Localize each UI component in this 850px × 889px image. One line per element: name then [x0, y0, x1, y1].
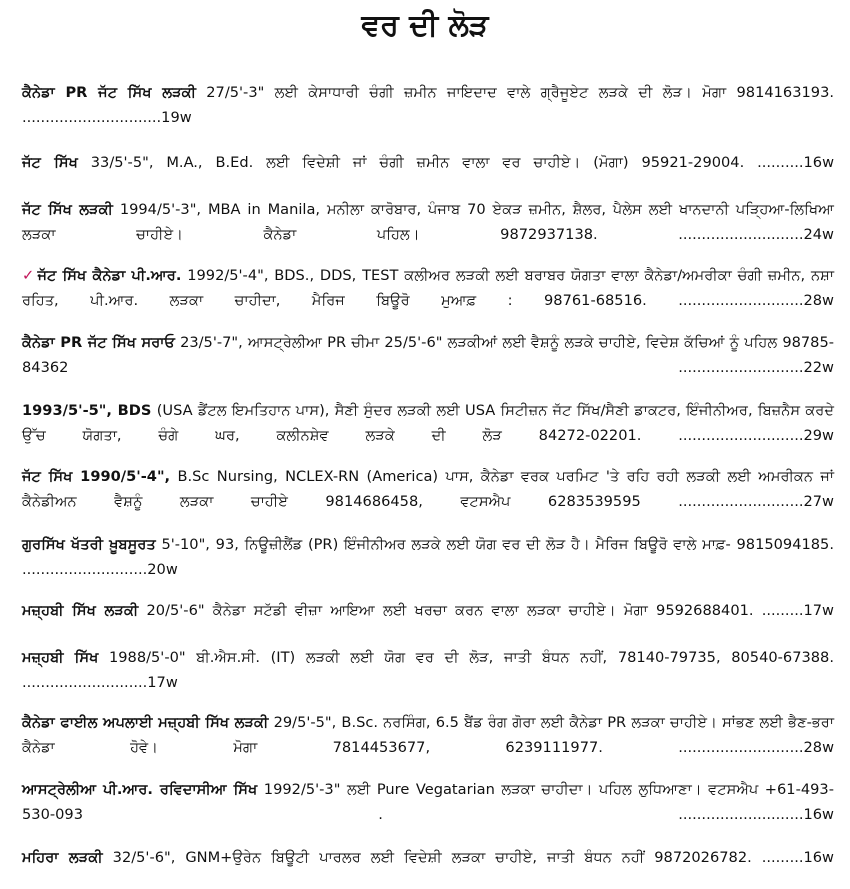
ad-lead: ਕੈਨੇਡਾ PR ਜੱਟ ਸਿੱਖ ਸਰਾਓ [22, 334, 175, 351]
classified-ad [22, 532, 834, 582]
ad-lead: ਗੁਰਸਿੱਖ ਖੱਤਰੀ ਖ਼ੂਬਸੂਰਤ [22, 536, 156, 553]
classified-ad [22, 197, 834, 247]
ad-text: 5'-10", 93, ਨਿਊਜ਼ੀਲੈਂਡ (PR) ਇੰਜੀਨੀਅਰ ਲੜਕੇ ਲਈ ਯੋਗ ਵਰ ਦੀ ਲੋੜ ਹੈ। ਮੈਰਿਜ ਬਿਊਰੋ ਵਾਲੇ ਮਾਫ਼- 9815094185. ...........................20w [22, 536, 834, 578]
ad-text: 1992/5'-4", BDS., DDS, TEST ਕਲੀਅਰ ਲੜਕੀ ਲਈ ਬਰਾਬਰ ਯੋਗਤਾ ਵਾਲਾ ਕੈਨੇਡਾ/ਅਮਰੀਕਾ ਚੰਗੀ ਜ਼ਮੀਨ, ਨਸ਼ਾ ਰਹਿਤ, ਪੀ.ਆਰ. ਲੜਕਾ ਚਾਹੀਦਾ, ਮੈਰਿਜ ਬਿਊਰੋ ਮੁਆਫ਼ : 98761-68516. ...........................28w [22, 267, 834, 309]
ad-text: B.Sc Nursing, NCLEX-RN (America) ਪਾਸ, ਕੈਨੇਡਾ ਵਰਕ ਪਰਮਿਟ 'ਤੇ ਰਹਿ ਰਹੀ ਲੜਕੀ ਲਈ ਅਮਰੀਕਨ ਜਾਂ ਕੈਨੇਡੀਅਨ ਵੈਸ਼ਨੂੰ ਲੜਕਾ ਚਾਹੀਏ 9814686458, ਵਟਸਐਪ 6283539595 ...........................27w [22, 468, 834, 510]
classified-ad [22, 330, 834, 380]
ad-lead: ਕੈਨੇਡਾ ਫਾਈਲ ਅਪਲਾਈ ਮਜ਼੍ਹਬੀ ਸਿੱਖ ਲੜਕੀ [22, 714, 269, 731]
ad-text: 33/5'-5", M.A., B.Ed. ਲਈ ਵਿਦੇਸ਼ੀ ਜਾਂ ਚੰਗੀ ਜ਼ਮੀਨ ਵਾਲਾ ਵਰ ਚਾਹੀਏ। (ਮੋਗਾ) 95921-29004. ..........16w [77, 154, 835, 171]
classified-ad [22, 598, 834, 623]
classified-ad [22, 777, 834, 827]
ad-text: 32/5'-6", GNM+ਉਰੇਨ ਬਿਊਟੀ ਪਾਰਲਰ ਲਈ ਵਿਦੇਸ਼ੀ ਲੜਕਾ ਚਾਹੀਏ, ਜਾਤੀ ਬੰਧਨ ਨਹੀਂ 9872026782. .........16w [102, 849, 834, 866]
ad-lead: ਜੱਟ ਸਿੱਖ [22, 154, 78, 171]
classified-ad [22, 645, 834, 695]
classified-ad [22, 263, 834, 313]
page-title: ਵਰ ਦੀ ਲੋੜ [361, 8, 489, 43]
ad-text: 1992/5'-3" ਲਈ Pure Vegatarian ਲੜਕਾ ਚਾਹੀਦਾ। ਪਹਿਲ ਲੁਧਿਆਣਾ। ਵਟਸਐਪ +61-493-530-093 . ...........................16w [22, 781, 834, 823]
ad-lead: ਜੱਟ ਸਿੱਖ 1990/5'-4", [22, 468, 171, 485]
ad-text: (USA ਡੈਂਟਲ ਇਮਤਿਹਾਨ ਪਾਸ), ਸੈਣੀ ਸੁੰਦਰ ਲੜਕੀ ਲਈ USA ਸਿਟੀਜ਼ਨ ਜੱਟ ਸਿੱਖ/ਸੈਣੀ ਡਾਕਟਰ, ਇੰਜੀਨੀਅਰ, ਬਿਜ਼ਨੈਸ ਕਰਦੇ ਉੱਚ ਯੋਗਤਾ, ਚੰਗੇ ਘਰ, ਕਲੀਨਸ਼ੇਵ ਲੜਕੇ ਦੀ ਲੋੜ 84272-02201. ...........................29w [22, 402, 835, 444]
ad-lead: 1993/5'-5", BDS [22, 402, 152, 419]
ad-lead: ਜੱਟ ਸਿੱਖ ਕੈਨੇਡਾ ਪੀ.ਆਰ. [37, 267, 182, 284]
ad-lead: ਕੈਨੇਡਾ PR ਜੱਟ ਸਿੱਖ ਲੜਕੀ [22, 84, 196, 101]
classified-ad [22, 710, 834, 760]
classified-ad [22, 398, 834, 448]
ad-lead: ਮਜ਼੍ਹਬੀ ਸਿੱਖ [22, 649, 99, 666]
classified-ad [22, 150, 834, 175]
ad-lead: ਜੱਟ ਸਿੱਖ ਲੜਕੀ [22, 201, 113, 218]
classified-ad [22, 80, 834, 130]
ad-text: 1994/5'-3", MBA in Manila, ਮਨੀਲਾ ਕਾਰੋਬਾਰ, ਪੰਜਾਬ 70 ਏਕੜ ਜ਼ਮੀਨ, ਸ਼ੈਲਰ, ਪੈਲੇਸ ਲਈ ਖਾਨਦਾਨੀ ਪੜ੍ਹਿਆ-ਲਿਖਿਆ ਲੜਕਾ ਚਾਹੀਏ। ਕੈਨੇਡਾ ਪਹਿਲ। 9872937138. ...........................24w [22, 201, 834, 243]
ad-text: 20/5'-6" ਕੈਨੇਡਾ ਸਟੱਡੀ ਵੀਜ਼ਾ ਆਇਆ ਲਈ ਖਰਚਾ ਕਰਨ ਵਾਲਾ ਲੜਕਾ ਚਾਹੀਏ। ਮੋਗਾ 9592688401. .........17w [138, 602, 834, 619]
ad-text: 23/5'-7", ਆਸਟ੍ਰੇਲੀਆ PR ਚੀਮਾ 25/5'-6" ਲੜਕੀਆਂ ਲਈ ਵੈਸ਼ਨੂੰ ਲੜਕੇ ਚਾਹੀਏ, ਵਿਦੇਸ਼ ਕੱਚਿਆਂ ਨੂੰ ਪਹਿਲ 98785-84362 ...........................22w [22, 334, 835, 376]
ad-lead: ਮਜ਼੍ਹਬੀ ਸਿੱਖ ਲੜਕੀ [22, 602, 139, 619]
ad-lead: ਮਹਿਰਾ ਲੜਕੀ [22, 849, 103, 866]
classified-ad [22, 464, 834, 514]
ad-text: 27/5'-3" ਲਈ ਕੇਸਾਧਾਰੀ ਚੰਗੀ ਜ਼ਮੀਨ ਜਾਇਦਾਦ ਵਾਲੇ ਗ੍ਰੈਜੂਏਟ ਲੜਕੇ ਦੀ ਲੋੜ। ਮੋਗਾ 9814163193. ..............................19w [22, 84, 834, 126]
checkmark-icon: ✓ [22, 267, 36, 284]
ad-text: 1988/5'-0" ਬੀ.ਐਸ.ਸੀ. (IT) ਲੜਕੀ ਲਈ ਯੋਗ ਵਰ ਦੀ ਲੋੜ, ਜਾਤੀ ਬੰਧਨ ਨਹੀਂ, 78140-79735, 80540-67388. ...........................17w [22, 649, 834, 691]
ad-lead: ਆਸਟ੍ਰੇਲੀਆ ਪੀ.ਆਰ. ਰਵਿਦਾਸੀਆ ਸਿੱਖ [22, 781, 258, 798]
ad-text: 29/5'-5", B.Sc. ਨਰਸਿੰਗ, 6.5 ਬੈਂਡ ਰੰਗ ਗੋਰਾ ਲਈ ਕੈਨੇਡਾ PR ਲੜਕਾ ਚਾਹੀਏ। ਸਾਂਭਣ ਲਈ ਭੈਣ-ਭਰਾ ਕੈਨੇਡਾ ਹੋਵੇ। ਮੋਗਾ 7814453677, 6239111977. ...........................28w [22, 714, 834, 756]
classified-ad [22, 845, 834, 870]
